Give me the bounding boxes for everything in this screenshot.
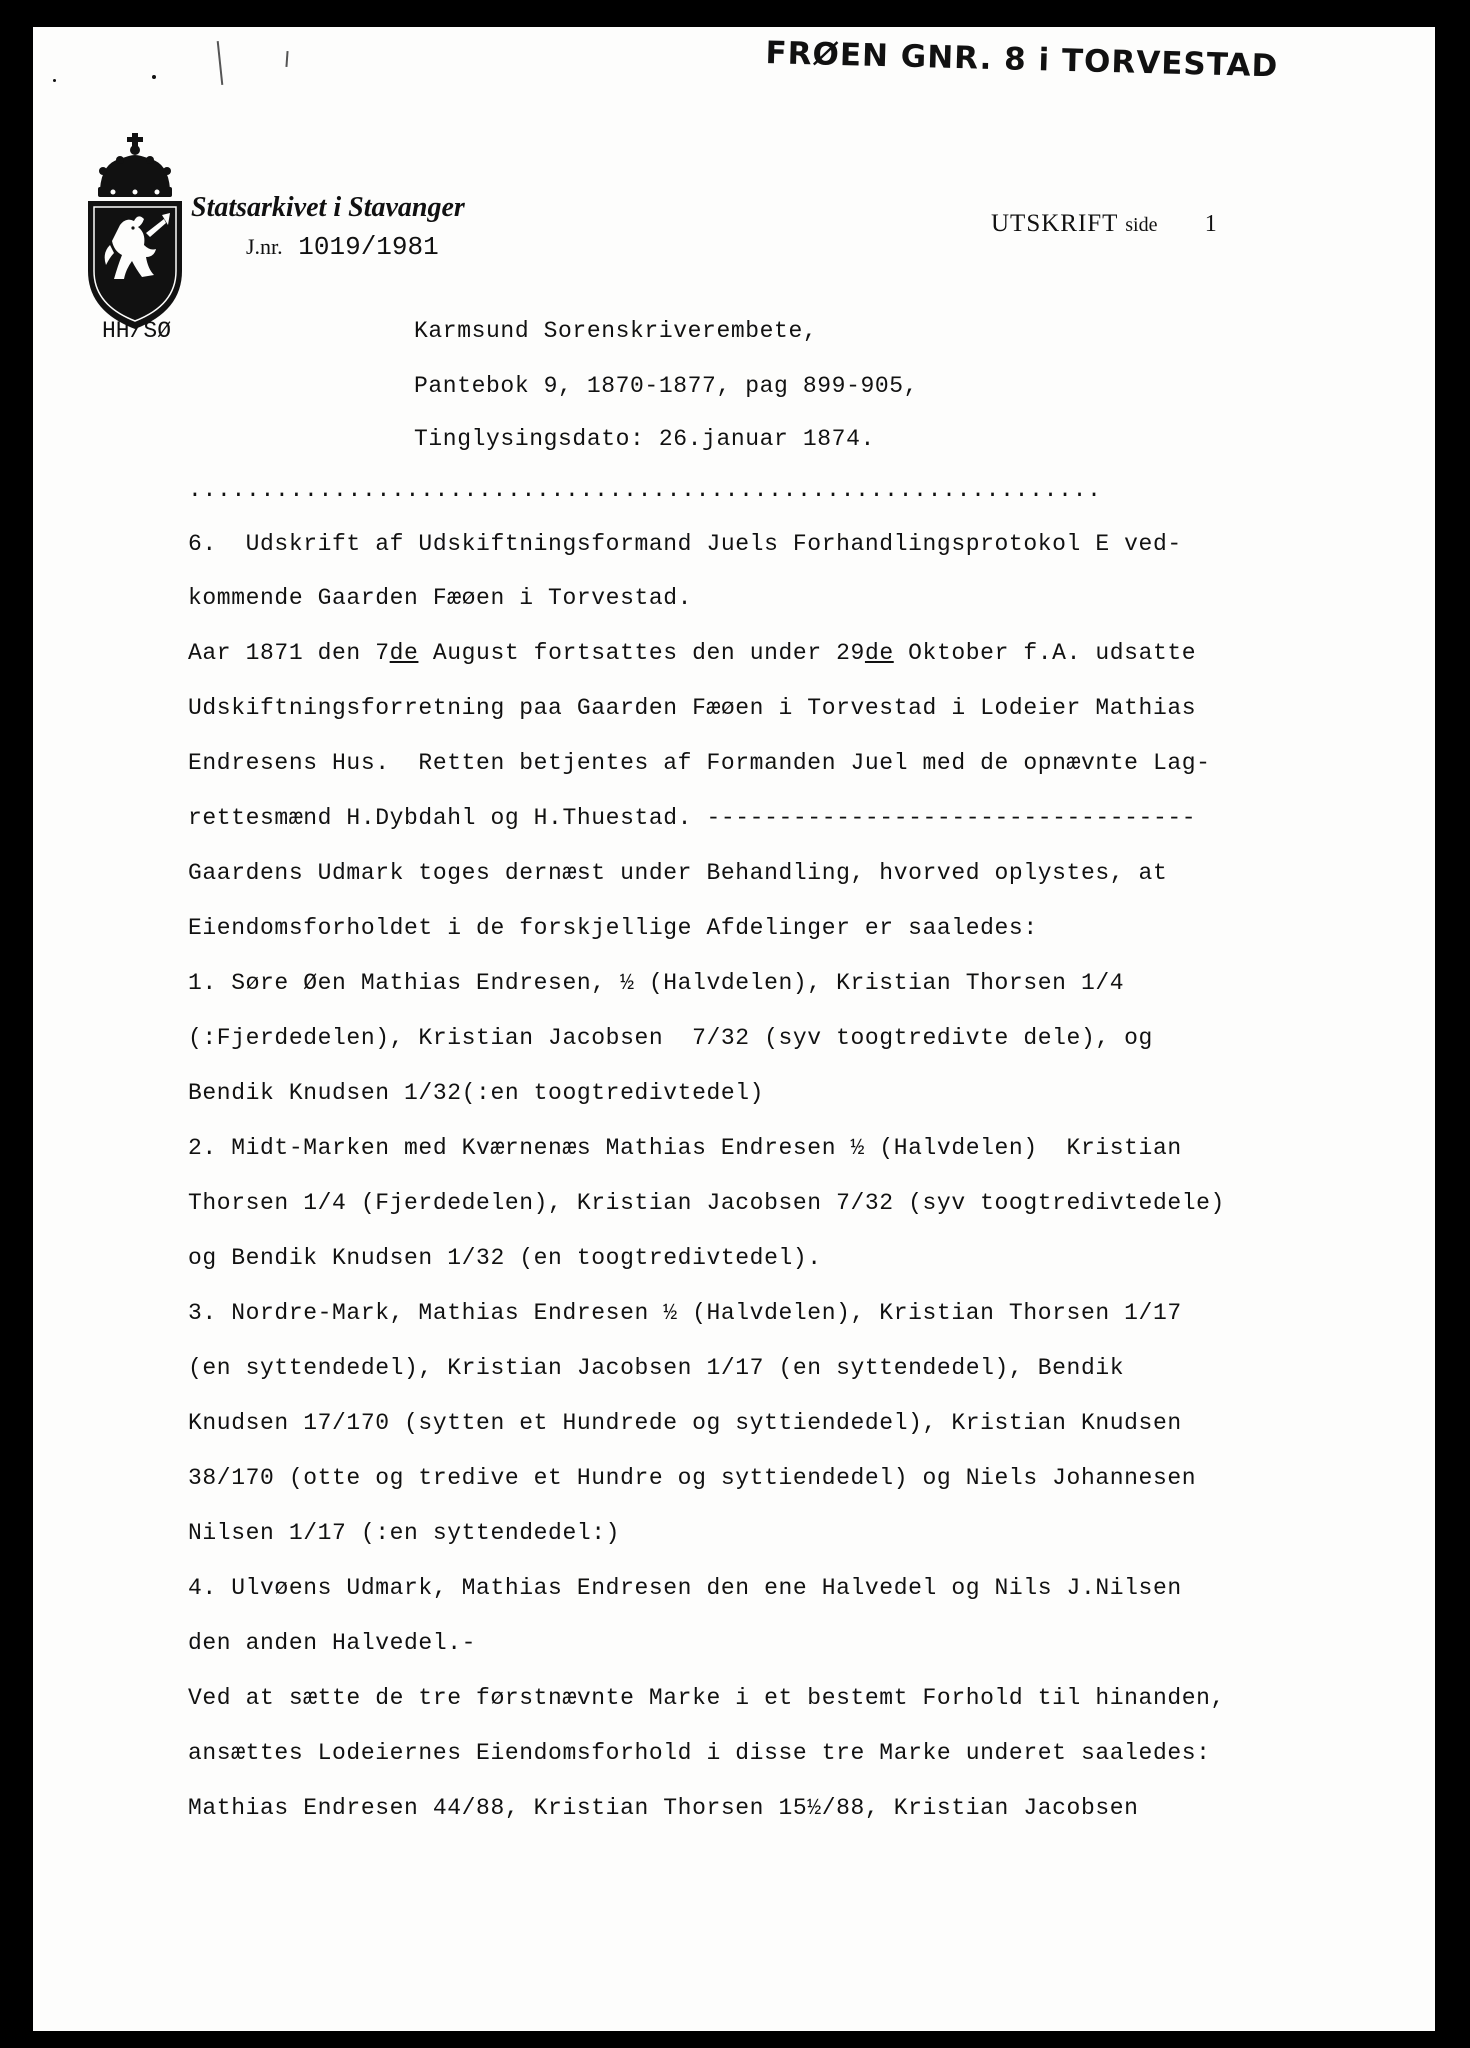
text-line: (:Fjerdedelen), Kristian Jacobsen 7/32 (syv toogtredivte dele), og xyxy=(188,1025,1153,1051)
side-label: side xyxy=(1125,214,1158,236)
text-line: 6. Udskrift af Udskiftningsformand Juels Forhandlingsprotokol E ved- xyxy=(188,531,1182,557)
text-line: den anden Halvedel.- xyxy=(188,1630,477,1656)
journal-label: J.nr. xyxy=(246,234,283,259)
text-line: og Bendik Knudsen 1/32 (en toogtredivtedel). xyxy=(188,1245,822,1271)
paper-scratch xyxy=(217,41,224,85)
handwritten-annotation: FRØEN GNR. 8 i TORVESTAD xyxy=(765,35,1279,85)
text-segment: Aar 1871 den 7 xyxy=(188,640,390,666)
dotted-separator: ............................................................... xyxy=(188,477,1102,503)
text-line: Mathias Endresen 44/88, Kristian Thorsen 15½/88, Kristian Jacobsen xyxy=(188,1795,1139,1821)
text-line: Thorsen 1/4 (Fjerdedelen), Kristian Jacobsen 7/32 (syv toogtredivtedele) xyxy=(188,1190,1225,1216)
text-line: ansættes Lodeiernes Eiendomsforhold i disse tre Marke underet saaledes: xyxy=(188,1740,1211,1766)
norwegian-coat-of-arms-icon xyxy=(80,133,190,333)
text-segment: Oktober f.A. udsatte xyxy=(893,640,1197,666)
text-line: Udskiftningsforretning paa Gaarden Fæøen i Torvestad i Lodeier Mathias xyxy=(188,695,1197,721)
header-line-book: Pantebok 9, 1870-1877, pag 899-905, xyxy=(414,373,919,399)
utskrift-label: UTSKRIFT xyxy=(991,210,1119,237)
text-line: Nilsen 1/17 (:en syttendedel:) xyxy=(188,1520,621,1546)
text-line: Endresens Hus. Retten betjentes af Formanden Juel med de opnævnte Lag- xyxy=(188,750,1211,776)
underlined-text: de xyxy=(864,640,894,666)
text-line: Knudsen 17/170 (sytten et Hundrede og syttiendedel), Kristian Knudsen xyxy=(188,1410,1182,1436)
utskrift-header xyxy=(991,210,1218,238)
archive-name: Statsarkivet i Stavanger xyxy=(191,192,465,223)
ink-speck xyxy=(152,75,156,79)
ink-speck xyxy=(53,79,56,82)
text-line: rettesmænd H.Dybdahl og H.Thuestad. ---------------------------------- xyxy=(188,805,1197,831)
paper-scratch xyxy=(285,51,288,67)
journal-number-block xyxy=(246,232,439,262)
text-line: Ved at sætte de tre førstnævnte Marke i et bestemt Forhold til hinanden, xyxy=(188,1685,1225,1711)
underlined-text: de xyxy=(389,640,419,666)
reference-initials: HH/SØ xyxy=(102,318,172,344)
text-line: 4. Ulvøens Udmark, Mathias Endresen den ene Halvedel og Nils J.Nilsen xyxy=(188,1575,1182,1601)
text-line: 1. Søre Øen Mathias Endresen, ½ (Halvdelen), Kristian Thorsen 1/4 xyxy=(188,970,1125,996)
page-number: 1 xyxy=(1204,211,1218,237)
document-page xyxy=(33,27,1435,2031)
text-segment: August fortsattes den under 29 xyxy=(418,640,865,666)
text-line: 3. Nordre-Mark, Mathias Endresen ½ (Halvdelen), Kristian Thorsen 1/17 xyxy=(188,1300,1182,1326)
header-line-date: Tinglysingsdato: 26.januar 1874. xyxy=(414,426,875,452)
text-line: kommende Gaarden Fæøen i Torvestad. xyxy=(188,585,693,611)
text-line: Gaardens Udmark toges dernæst under Behandling, hvorved oplystes, at xyxy=(188,860,1168,886)
text-line: Bendik Knudsen 1/32(:en toogtredivtedel) xyxy=(188,1080,765,1106)
text-line: Eiendomsforholdet i de forskjellige Afdelinger er saaledes: xyxy=(188,915,1038,941)
journal-number: 1019/1981 xyxy=(298,232,439,262)
text-line: (en syttendedel), Kristian Jacobsen 1/17 (en syttendedel), Bendik xyxy=(188,1355,1125,1381)
text-line: 2. Midt-Marken med Kværnenæs Mathias Endresen ½ (Halvdelen) Kristian xyxy=(188,1135,1182,1161)
text-line: 38/170 (otte og tredive et Hundre og syttiendedel) og Niels Johannesen xyxy=(188,1465,1197,1491)
text-line-underlined xyxy=(188,640,1196,666)
header-line-court: Karmsund Sorenskriverembete, xyxy=(414,318,818,344)
